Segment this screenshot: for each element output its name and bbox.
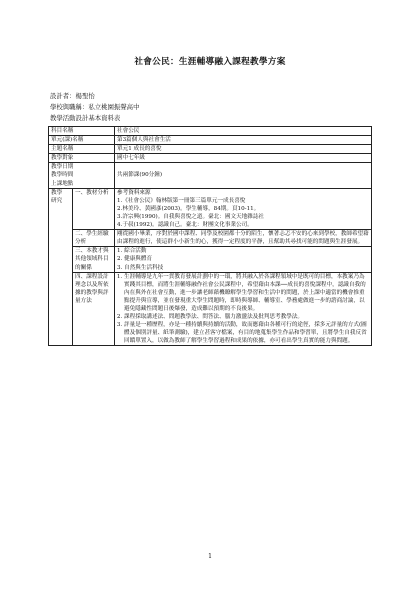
research-row-design	[49, 272, 372, 346]
row-value: 社會公民	[115, 127, 372, 136]
subject-relation-content: 1. 綜合活動 2. 健康與體育 3. 自然與生活科技	[115, 247, 372, 272]
student-experience-content: 剛從國小畢業，序對於國中課程、同學及校園都十分的陌生，懷著忐忑不安的心來到學校，教師希望藉由課程的進行，使這群小小新生的心，獲得一定程度的平靜，且幫助其尋找可能的問題與生涯發展。	[115, 230, 372, 247]
subject-relation-label: 三、本教才與其他領域科目的關係	[73, 247, 115, 272]
table-row	[49, 136, 372, 145]
research-row-relation	[49, 247, 372, 272]
row-value: 國中七年級	[115, 154, 372, 163]
row-label: 科目名稱	[49, 127, 115, 136]
student-experience-label: 二、學生經驗分析	[73, 230, 115, 247]
schedule-labels	[49, 163, 115, 188]
row-label: 單元(課)名稱	[49, 136, 115, 145]
page-title: 社會公民：生涯輔導融入課程教學方案	[134, 57, 286, 67]
row-value: 第3篇個人與社會生活	[115, 136, 372, 145]
location-label: 上課地點	[51, 180, 74, 187]
teaching-time-label: 教學時間	[51, 172, 74, 179]
schedule-row	[49, 163, 372, 188]
schedule-value: 共兩節課(90分鐘)	[115, 163, 372, 188]
row-label: 教學對象	[49, 154, 115, 163]
table-row	[49, 127, 372, 136]
school-line: 學校與職稱：私立桃園振聲高中	[50, 103, 140, 111]
design-concept-list	[117, 273, 369, 346]
table-row	[49, 145, 372, 154]
research-row-student	[49, 230, 372, 247]
table-caption: 教學活動設計基本資料表	[50, 114, 121, 122]
research-row-materials	[49, 188, 372, 229]
materials-analysis-content: 參考資料來源 1.《社會公民》翰林版第一冊第三篇單元一成長喜悅 2.林美玲、黃國彥(2003)。學生輔導，84期。頁10-11。 3.許宗興(1990)。自我與喜悅之道。臺北：國文天地雜誌社 4.于叔(1992)。認識自己。臺北：財團文化事業公司。	[115, 188, 372, 229]
design-concept-label: 四、課程設計理念以及所依據的教學與評量方法	[73, 272, 115, 346]
list-item: 1. 生涯輔導是九年一貫教育發展計劃中的一環，將其融入於各課程領域中是既可的目標，本教案乃為實踐其目標，而將生涯輔導融作社會公民課程中，希望藉由本課──成長的喜悅課程中，認識自我的內在與外在社會互動，進一步讓老師藉機瞭解學生學習和生活中的問題，於上課中適當的機會推重點提升與宣導，並在發現重大學生問題時，即時與導師、輔導室、學務處做進一步的諮商討論，以避免隱藏性問題日後爆發，造成難以預期的不良後果。	[124, 273, 369, 313]
page-number: 1	[208, 553, 212, 560]
row-label: 主題名稱	[49, 145, 115, 154]
materials-analysis-label: 一、教材分析	[73, 188, 115, 229]
list-item: 2. 課程採取講述法、問題教學法、問答法、腦力激盪法及批判思考教學法。	[124, 313, 369, 321]
row-value: 單元1 成長的喜悅	[115, 145, 372, 154]
lesson-plan-table	[48, 126, 372, 346]
design-concept-content	[115, 272, 372, 346]
table-row	[49, 154, 372, 163]
teaching-date-label: 教學日期	[51, 164, 74, 171]
list-item: 3. 評量是一種歷程，亦是一種持續與持續的活動，故而應藉由各種可行的途徑，採多元評量的方式(圖體及個別評量、紙筆測驗)，建立甚客守檔案，有目的地蒐集學生作品和學習單，且將學生自我反省回饋單置入，以做為教師了解學生學習過程和成果的依據，亦可看出學生真實的能力與問題。	[124, 321, 369, 345]
designer-line: 設計者：楊聖怡	[50, 92, 95, 100]
research-label: 教學 研究	[49, 188, 73, 346]
